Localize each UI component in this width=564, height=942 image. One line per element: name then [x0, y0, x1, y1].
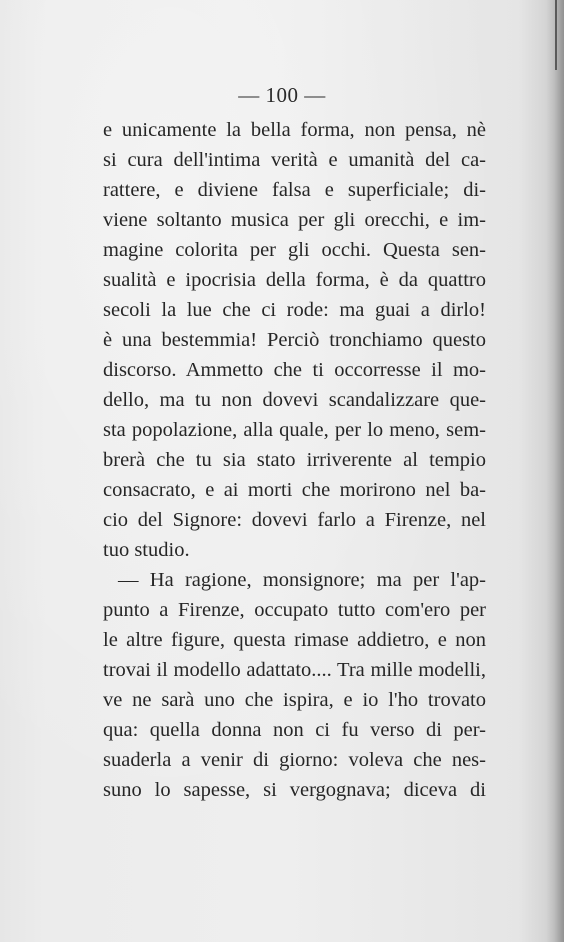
text-line: tuo studio. — [103, 539, 190, 561]
text-line: è una bestemmia! Perciò tronchiamo questo — [103, 329, 486, 351]
text-line: si cura dell'intima verità e umanità del ca- — [103, 149, 486, 171]
text-line: le altre figure, questa rimase addietro, e non — [103, 629, 486, 651]
text-line: discorso. Ammetto che ti occorresse il mo- — [103, 359, 486, 381]
page-edge-shadow — [546, 0, 564, 942]
text-line: viene soltanto musica per gli orecchi, e im- — [103, 209, 486, 231]
text-line: secoli la lue che ci rode: ma guai a dirlo! — [103, 299, 486, 321]
text-line: — Ha ragione, monsignore; ma per l'ap- — [118, 569, 486, 591]
page-edge-mark — [555, 0, 557, 70]
text-line: sta popolazione, alla quale, per lo meno, sem- — [103, 419, 486, 441]
text-line: consacrato, e ai morti che morirono nel ba- — [103, 479, 486, 501]
text-line: trovai il modello adattato.... Tra mille modelli, — [103, 659, 486, 681]
text-line: suno lo sapesse, si vergognava; diceva di — [103, 779, 486, 801]
text-line: punto a Firenze, occupato tutto com'ero per — [103, 599, 486, 621]
text-line: brerà che tu sia stato irriverente al tempio — [103, 449, 486, 471]
text-line: qua: quella donna non ci fu verso di per- — [103, 719, 486, 741]
text-line: suaderla a venir di giorno: voleva che nes- — [103, 749, 486, 771]
text-line: ve ne sarà uno che ispira, e io l'ho trovato — [103, 689, 486, 711]
text-line: rattere, e diviene falsa e superficiale; di- — [103, 179, 486, 201]
text-line: cio del Signore: dovevi farlo a Firenze, nel — [103, 509, 486, 531]
text-line: sualità e ipocrisia della forma, è da quattro — [103, 269, 486, 291]
text-line: e unicamente la bella forma, non pensa, nè — [103, 119, 486, 141]
text-line: dello, ma tu non dovevi scandalizzare que- — [103, 389, 486, 411]
page-number: — 100 — — [238, 83, 326, 107]
text-line: magine colorita per gli occhi. Questa sen- — [103, 239, 486, 261]
